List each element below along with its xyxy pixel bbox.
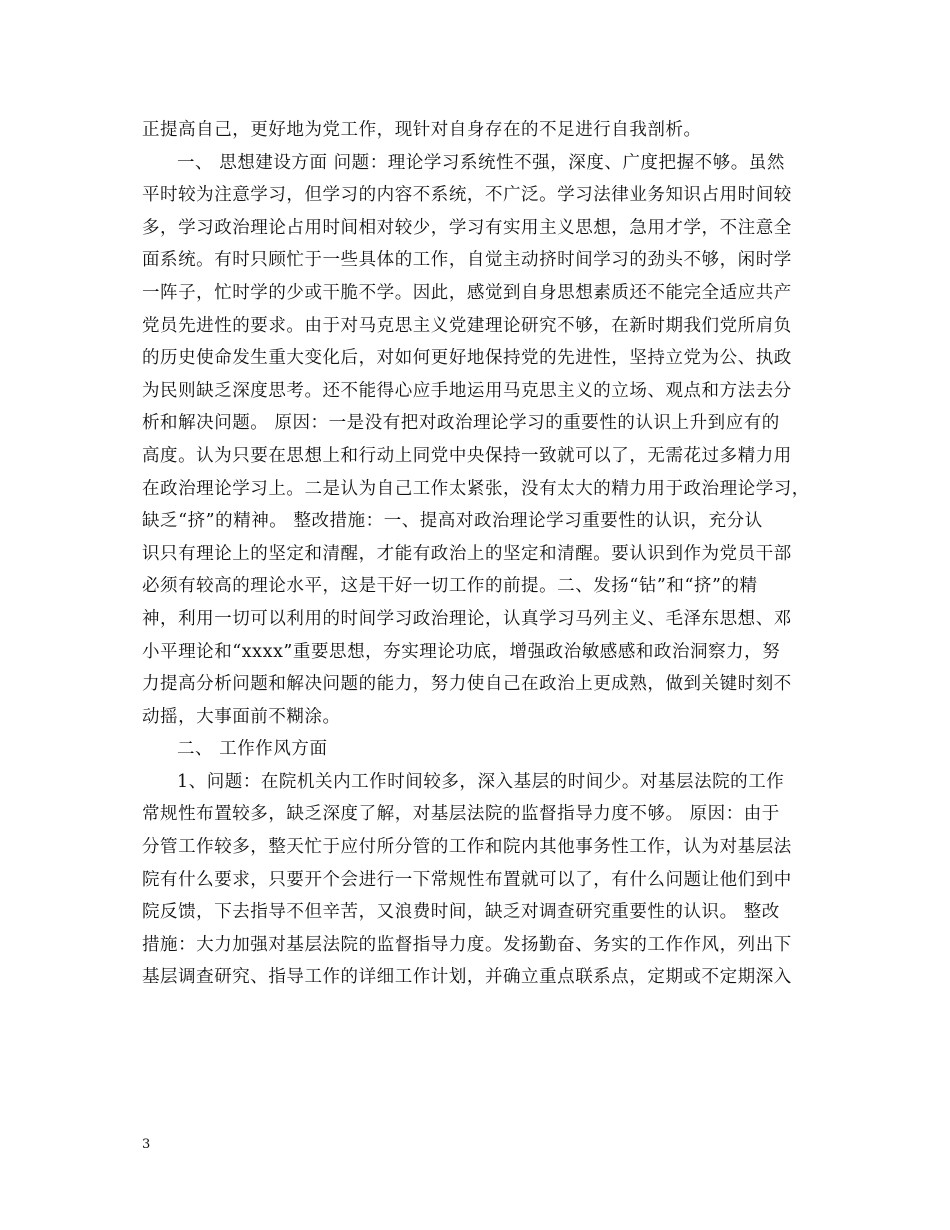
text-line: 识只有理论上的坚定和清醒，才能有政治上的坚定和清醒。要认识到作为党员干部 [142, 543, 792, 564]
text-line: 力提高分析问题和解决问题的能力，努力使自己在政治上更成熟，做到关键时刻不 [142, 674, 792, 695]
text-line: 基层调查研究、指导工作的详细工作计划，并确立重点联系点，定期或不定期深入 [142, 967, 792, 988]
text-line: 面系统。有时只顾忙于一些具体的工作，自觉主动挤时间学习的劲头不够，闲时学 [142, 250, 792, 271]
page-number: 3 [142, 1137, 151, 1152]
text-line: 神，利用一切可以利用的时间学习政治理论，认真学习马列主义、毛泽东思想、邓 [142, 608, 792, 629]
text-line: 必须有较高的理论水平，这是干好一切工作的前提。二、发扬“钻”和“挤”的精 [142, 576, 758, 597]
text-line: 党员先进性的要求。由于对马克思主义党建理论研究不够，在新时期我们党所肩负 [142, 315, 792, 336]
text-line: 院有什么要求，只要开个会进行一下常规性布置就可以了，有什么问题让他们到中 [142, 869, 792, 890]
text-line: 平时较为注意学习，但学习的内容不系统，不广泛。学习法律业务知识占用时间较 [142, 185, 792, 206]
text-line: 缺乏“挤”的精神。 整改措施：一、提高对政治理论学习重要性的认识，充分认 [142, 511, 763, 532]
text-line: 的历史使命发生重大变化后，对如何更好地保持党的先进性，坚持立党为公、执政 [142, 348, 792, 369]
document-body [142, 114, 810, 994]
text-line: 一阵子，忙时学的少或干脆不学。因此，感觉到自身思想素质还不能完全适应共产 [142, 282, 792, 303]
text-line: 动摇，大事面前不糊涂。 [142, 706, 341, 727]
text-line: 一、 思想建设方面 问题：理论学习系统性不强，深度、广度把握不够。虽然 [177, 152, 785, 173]
text-line: 二、 工作作风方面 [177, 739, 328, 760]
text-line: 分管工作较多，整天忙于应付所分管的工作和院内其他事务性工作，认为对基层法 [142, 837, 792, 858]
text-line: 院反馈，下去指导不但辛苦，又浪费时间，缺乏对调查研究重要性的认识。 整改 [142, 902, 780, 923]
text-line: 小平理论和“xxxx”重要思想，夯实理论功底，增强政治敏感感和政治洞察力，努 [142, 641, 781, 662]
text-line: 析和解决问题。 原因：一是没有把对政治理论学习的重要性的认识上升到应有的 [142, 413, 780, 434]
text-line: 措施：大力加强对基层法院的监督指导力度。发扬勤奋、务实的工作作风，列出下 [142, 934, 792, 955]
text-line: 高度。认为只要在思想上和行动上同党中央保持一致就可以了，无需花过多精力用 [142, 445, 792, 466]
text-line: 为民则缺乏深度思考。还不能得心应手地运用马克思主义的立场、观点和方法去分 [142, 380, 792, 401]
text-line: 正提高自己，更好地为党工作，现针对自身存在的不足进行自我剖析。 [142, 120, 702, 140]
text-line: 常规性布置较多，缺乏深度了解，对基层法院的监督指导力度不够。 原因：由于 [142, 804, 780, 825]
text-line: 1、问题：在院机关内工作时间较多，深入基层的时间少。对基层法院的工作 [177, 771, 785, 792]
text-line: 多，学习政治理论占用时间相对较少，学习有实用主义思想，急用才学，不注意全 [142, 217, 792, 238]
text-line: 在政治理论学习上。二是认为自己工作太紧张，没有太大的精力用于政治理论学习， [142, 478, 810, 499]
